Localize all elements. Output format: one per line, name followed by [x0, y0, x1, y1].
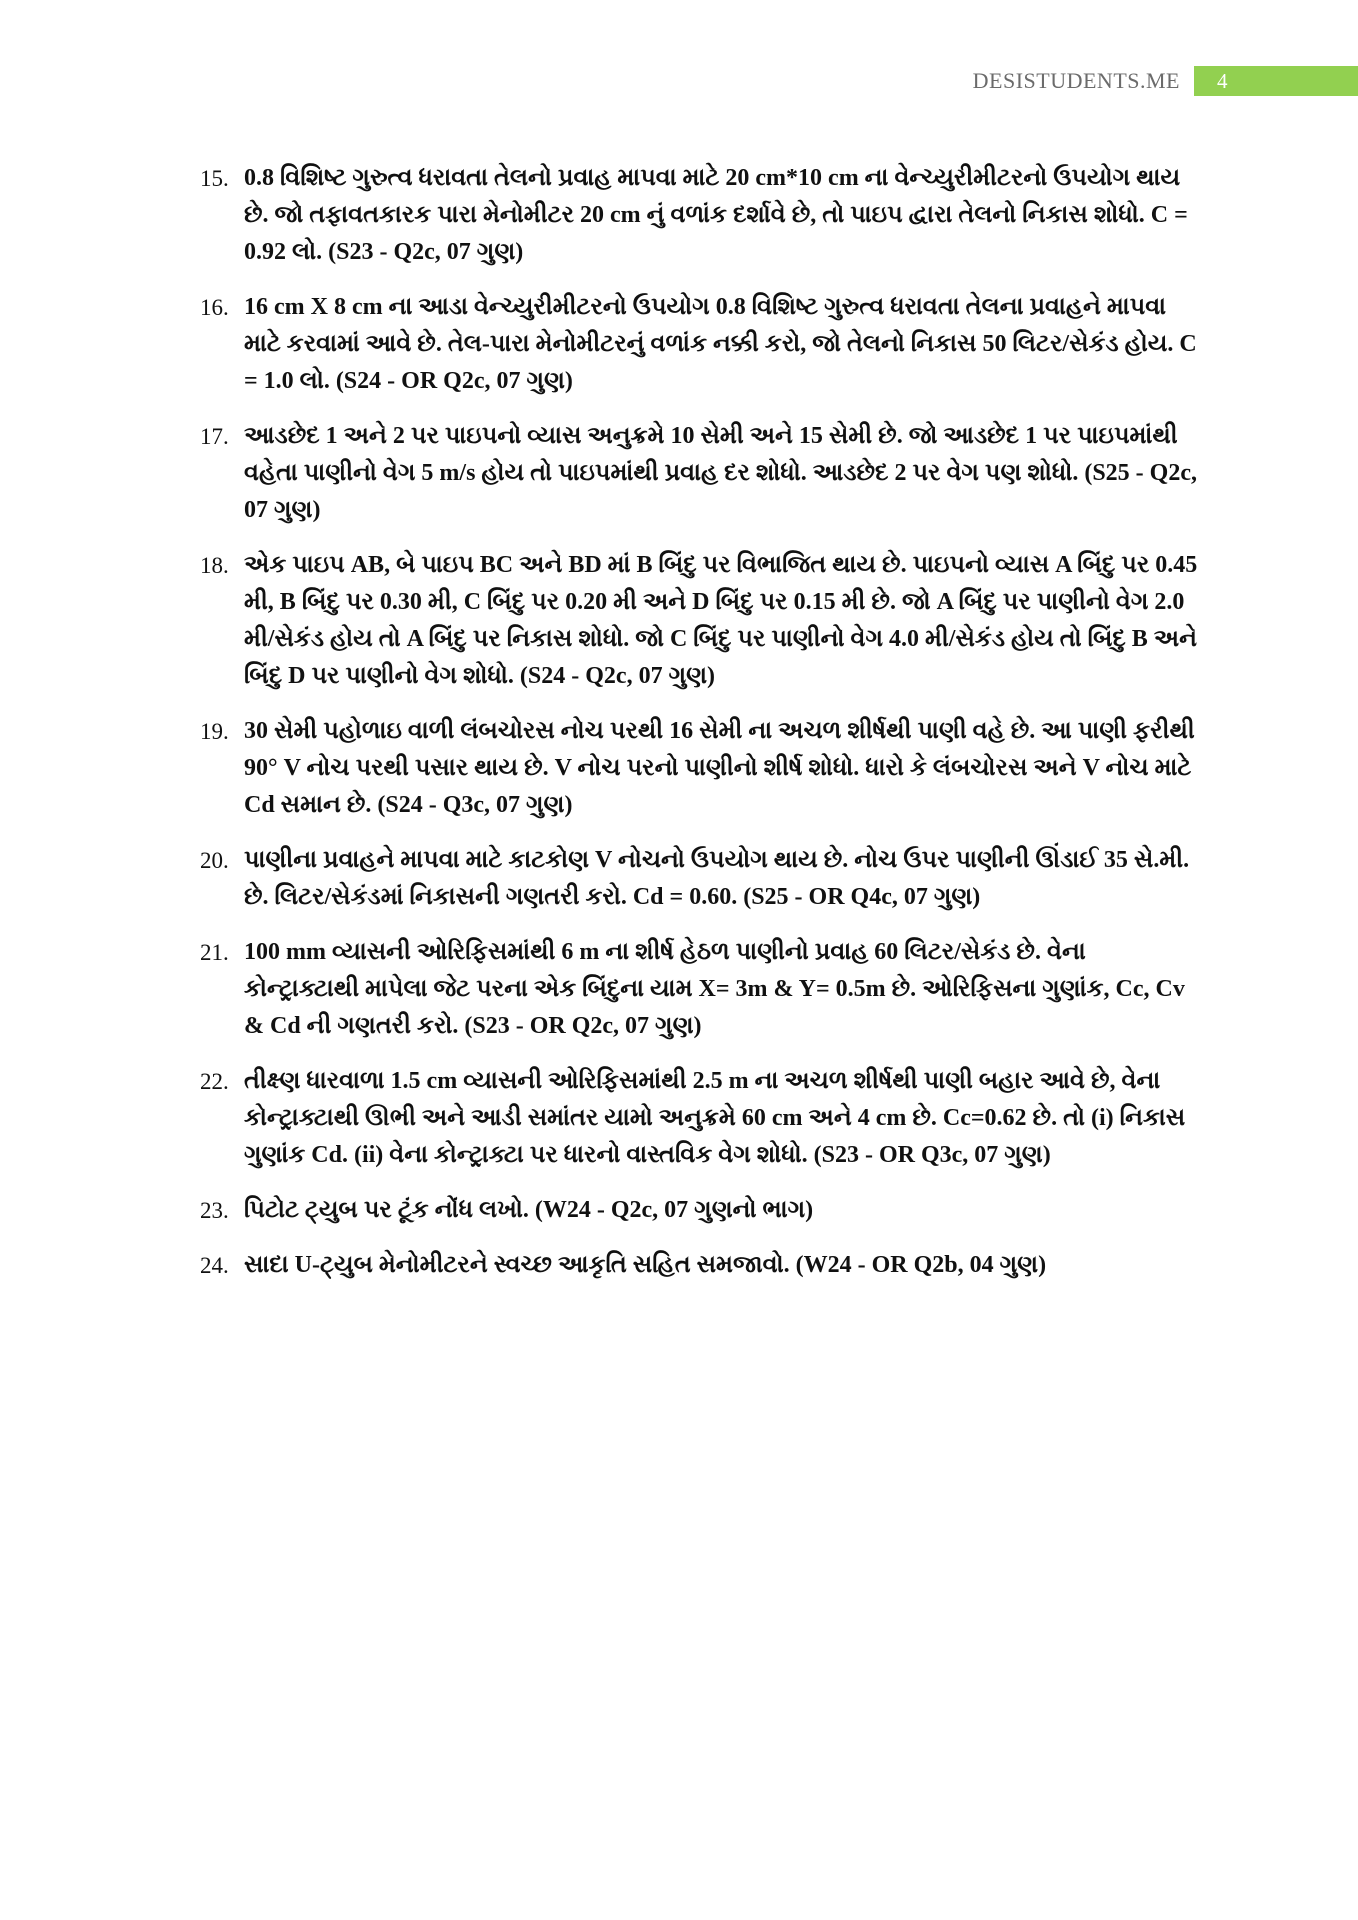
page-header	[973, 66, 1358, 96]
question-text: 100 mm વ્યાસની ઓરિફિસમાંથી 6 m ના શીર્ષ હેઠળ પાણીનો પ્રવાહ 60 લિટર/સેકંડ છે. વેના કોન્ટ્રાક્ટાથી માપેલા જેટ પરના એક બિંદુના યામ X= 3m & Y= 0.5m છે. ઓરિફિસના ગુણાંક, Cc, Cv & Cd ની ગણતરી કરો. (S23 - OR Q2c, 07 ગુણ)	[244, 939, 1185, 1039]
question-item	[200, 1192, 1200, 1229]
question-item	[200, 418, 1200, 529]
question-text: 16 cm X 8 cm ના આડા વેન્ચ્યુરીમીટરનો ઉપયોગ 0.8 વિશિષ્ટ ગુરુત્વ ધરાવતા તેલના પ્રવાહને માપવા માટે કરવામાં આવે છે. તેલ-પારા મેનોમીટરનું વળાંક નક્કી કરો, જો તેલનો નિકાસ 50 લિટર/સેકંડ હોય. C = 1.0 લો. (S24 - OR Q2c, 07 ગુણ)	[244, 294, 1197, 394]
question-item	[200, 547, 1200, 695]
question-item	[200, 713, 1200, 824]
question-text: પાણીના પ્રવાહને માપવા માટે કાટકોણ V નોચનો ઉપયોગ થાય છે. નોચ ઉપર પાણીની ઊંડાઈ 35 સે.મી. છે. લિટર/સેકંડમાં નિકાસની ગણતરી કરો. Cd = 0.60. (S25 - OR Q4c, 07 ગુણ)	[244, 847, 1190, 910]
question-text: સાદા U-ટ્યુબ મેનોમીટરને સ્વચ્છ આકૃતિ સહિત સમજાવો. (W24 - OR Q2b, 04 ગુણ)	[244, 1252, 1047, 1278]
question-number: 16.	[200, 295, 229, 320]
question-item	[200, 842, 1200, 916]
question-number: 18.	[200, 553, 229, 578]
question-item	[200, 289, 1200, 400]
question-text: 0.8 વિશિષ્ટ ગુરુત્વ ધરાવતા તેલનો પ્રવાહ માપવા માટે 20 cm*10 cm ના વેન્ચ્યુરીમીટરનો ઉપયોગ થાય છે. જો તફાવતકારક પારા મેનોમીટર 20 cm નું વળાંક દર્શાવે છે, તો પાઇપ દ્વારા તેલનો નિકાસ શોધો. C = 0.92 લો. (S23 - Q2c, 07 ગુણ)	[244, 165, 1188, 265]
question-text: એક પાઇપ AB, બે પાઇપ BC અને BD માં B બિંદુ પર વિભાજિત થાય છે. પાઇપનો વ્યાસ A બિંદુ પર 0.45 મી, B બિંદુ પર 0.30 મી, C બિંદુ પર 0.20 મી અને D બિંદુ પર 0.15 મી છે. જો A બિંદુ પર પાણીનો વેગ 2.0 મી/સેકંડ હોય તો A બિંદુ પર નિકાસ શોધો. જો C બિંદુ પર પાણીનો વેગ 4.0 મી/સેકંડ હોય તો બિંદુ B અને બિંદુ D પર પાણીનો વેગ શોધો. (S24 - Q2c, 07 ગુણ)	[244, 552, 1198, 689]
question-text: 30 સેમી પહોળાઇ વાળી લંબચોરસ નોચ પરથી 16 સેમી ના અચળ શીર્ષથી પાણી વહે છે. આ પાણી ફરીથી 90° V નોચ પરથી પસાર થાય છે. V નોચ પરનો પાણીનો શીર્ષ શોધો. ધારો કે લંબચોરસ અને V નોચ માટે Cd સમાન છે. (S24 - Q3c, 07 ગુણ)	[244, 718, 1195, 818]
question-number: 24.	[200, 1253, 229, 1278]
question-number: 17.	[200, 424, 229, 449]
question-item	[200, 160, 1200, 271]
question-number: 22.	[200, 1069, 229, 1094]
question-number: 20.	[200, 848, 229, 873]
site-name: DESISTUDENTS.ME	[972, 68, 1180, 93]
question-item	[200, 1063, 1200, 1174]
question-item	[200, 934, 1200, 1045]
question-list	[200, 160, 1200, 1302]
question-text: પિટોટ ટ્યુબ પર ટૂંક નોંધ લખો. (W24 - Q2c, 07 ગુણનો ભાગ)	[244, 1197, 814, 1223]
question-number: 23.	[200, 1198, 229, 1223]
question-text: આડછેદ 1 અને 2 પર પાઇપનો વ્યાસ અનુક્રમે 10 સેમી અને 15 સેમી છે. જો આડછેદ 1 પર પાઇપમાંથી વહેતા પાણીનો વેગ 5 m/s હોય તો પાઇપમાંથી પ્રવાહ દર શોધો. આડછેદ 2 પર વેગ પણ શોધો. (S25 - Q2c, 07 ગુણ)	[244, 423, 1197, 523]
question-number: 21.	[200, 940, 229, 965]
page-number: 4	[1194, 66, 1358, 96]
question-number: 19.	[200, 719, 229, 744]
question-text: તીક્ષ્ણ ધારવાળા 1.5 cm વ્યાસની ઓરિફિસમાંથી 2.5 m ના અચળ શીર્ષથી પાણી બહાર આવે છે, વેના કોન્ટ્રાક્ટાથી ઊભી અને આડી સમાંતર યામો અનુક્રમે 60 cm અને 4 cm છે. Cc=0.62 છે. તો (i) નિકાસ ગુણાંક Cd. (ii) વેના કોન્ટ્રાક્ટા પર ધારનો વાસ્તવિક વેગ શોધો. (S23 - OR Q3c, 07 ગુણ)	[244, 1068, 1186, 1168]
question-item	[200, 1247, 1200, 1284]
question-number: 15.	[200, 166, 229, 191]
